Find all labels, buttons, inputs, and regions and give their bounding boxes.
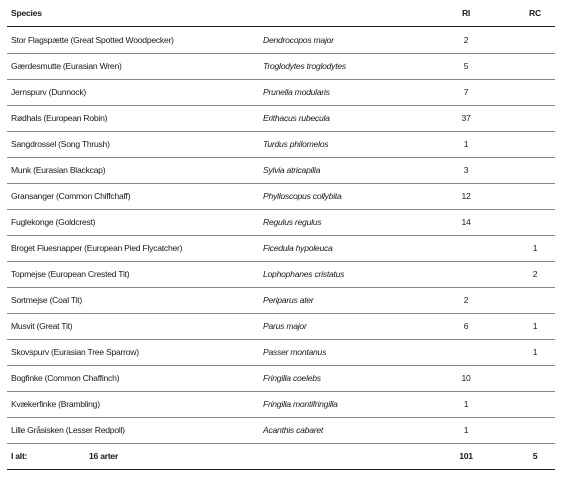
- species-name: Musvit (Great Tit): [11, 321, 73, 331]
- rc-count: 1: [532, 321, 538, 331]
- table-row: [7, 313, 555, 340]
- table-row: [7, 287, 555, 314]
- latin-name: Fringilla montifringilla: [263, 399, 338, 409]
- latin-name: Periparus ater: [263, 295, 314, 305]
- table-row: [7, 365, 555, 392]
- species-name: Rødhals (European Robin): [11, 113, 108, 123]
- ri-count: 10: [461, 373, 471, 383]
- species-name: Kvækerfinke (Brambling): [11, 399, 100, 409]
- ri-count: [448, 339, 484, 365]
- ri-count: 1: [463, 399, 469, 409]
- latin-name: Acanthis cabaret: [263, 425, 324, 435]
- species-name: Bogfinke (Common Chaffinch): [11, 373, 120, 383]
- ri-count: 37: [461, 113, 471, 123]
- rc-count: [517, 79, 553, 105]
- table-header-row: [7, 0, 555, 27]
- species-name: Broget Fluesnapper (European Pied Flycatcher): [11, 243, 183, 253]
- header-rc: RC: [529, 8, 541, 18]
- rc-count: [517, 183, 553, 209]
- latin-name: Prunella modularis: [263, 87, 330, 97]
- rc-count: [517, 157, 553, 183]
- species-name: Sortmejse (Coal Tit): [11, 295, 82, 305]
- ri-count: 14: [461, 217, 471, 227]
- table-row: [7, 105, 555, 132]
- species-name: Topmejse (European Crested Tit): [11, 269, 130, 279]
- ri-count: 1: [463, 139, 469, 149]
- latin-name: Troglodytes troglodytes: [263, 61, 346, 71]
- rc-count: [517, 27, 553, 53]
- ri-count: 2: [463, 295, 469, 305]
- latin-name: Dendrocopos major: [263, 35, 334, 45]
- species-name: Sangdrossel (Song Thrush): [11, 139, 110, 149]
- species-name: Lille Gråsisken (Lesser Redpoll): [11, 425, 125, 435]
- table-row: [7, 235, 555, 262]
- table-row: [7, 27, 555, 54]
- total-ri: 101: [459, 451, 473, 461]
- latin-name: Parus major: [263, 321, 307, 331]
- header-ri: RI: [461, 8, 471, 18]
- latin-name: Phylloscopus collybita: [263, 191, 342, 201]
- table-row: [7, 417, 555, 444]
- ri-count: 6: [463, 321, 469, 331]
- ri-count: 12: [461, 191, 471, 201]
- total-species-count: 16 arter: [89, 451, 119, 461]
- latin-name: Turdus philomelos: [263, 139, 329, 149]
- latin-name: Fringilla coelebs: [263, 373, 321, 383]
- latin-name: Erithacus rubecula: [263, 113, 330, 123]
- table-row: [7, 391, 555, 418]
- rc-count: 1: [532, 243, 538, 253]
- species-name: Jernspurv (Dunnock): [11, 87, 87, 97]
- header-species: Species: [11, 8, 42, 18]
- rc-count: [517, 131, 553, 157]
- latin-name: Ficedula hypoleuca: [263, 243, 333, 253]
- ri-count: 5: [463, 61, 469, 71]
- rc-count: 1: [532, 347, 538, 357]
- ri-count: [448, 235, 484, 261]
- ri-count: [448, 261, 484, 287]
- table-row: [7, 209, 555, 236]
- rc-count: [517, 417, 553, 443]
- species-name: Stor Flagspætte (Great Spotted Woodpecker): [11, 35, 174, 45]
- table-row: [7, 53, 555, 80]
- ri-count: 1: [463, 425, 469, 435]
- species-name: Munk (Eurasian Blackcap): [11, 165, 106, 175]
- rc-count: [517, 365, 553, 391]
- table-row: [7, 131, 555, 158]
- table-row: [7, 79, 555, 106]
- total-label: I alt:: [11, 451, 28, 461]
- rc-count: [517, 53, 553, 79]
- latin-name: Regulus regulus: [263, 217, 322, 227]
- table-row: [7, 339, 555, 366]
- ri-count: 3: [463, 165, 469, 175]
- species-name: Gransanger (Common Chiffchaff): [11, 191, 131, 201]
- ri-count: 2: [463, 35, 469, 45]
- table-row: [7, 261, 555, 288]
- rc-count: [517, 391, 553, 417]
- latin-name: Passer montanus: [263, 347, 327, 357]
- rc-count: [517, 105, 553, 131]
- rc-count: [517, 287, 553, 313]
- table-row: [7, 157, 555, 184]
- species-name: Gærdesmutte (Eurasian Wren): [11, 61, 122, 71]
- latin-name: Lophophanes cristatus: [263, 269, 345, 279]
- table-total-row: [7, 443, 555, 470]
- ri-count: 7: [463, 87, 469, 97]
- species-name: Fuglekonge (Goldcrest): [11, 217, 96, 227]
- species-name: Skovspurv (Eurasian Tree Sparrow): [11, 347, 139, 357]
- rc-count: 2: [532, 269, 538, 279]
- total-rc: 5: [532, 451, 538, 461]
- table-row: [7, 183, 555, 210]
- rc-count: [517, 209, 553, 235]
- latin-name: Sylvia atricapilla: [263, 165, 321, 175]
